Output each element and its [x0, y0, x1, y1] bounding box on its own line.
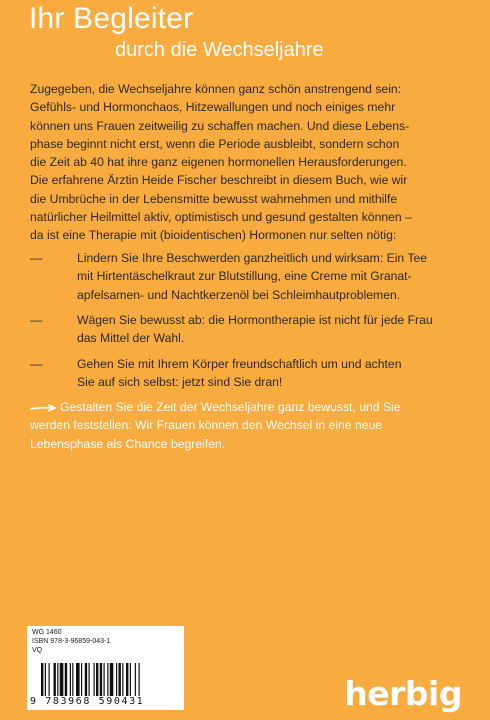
- code-line: VQ: [32, 647, 43, 654]
- closing-line: Gestalten Sie die Zeit der Wechseljahre ganz bewusst, und Sie: [60, 400, 401, 414]
- intro-line: da ist eine Therapie mit (bioidentischen) Hormonen nur selten nötig:: [30, 228, 397, 243]
- title-line-2: durch die Wechseljahre: [115, 39, 324, 61]
- barcode-digits: 9 783968 590431: [30, 696, 145, 707]
- barcode-panel: [27, 626, 184, 710]
- intro-line: Gefühls- und Hormonchaos, Hitzewallungen und noch einiges mehr: [30, 100, 396, 115]
- bullet-line: apfelsamen- und Nachtkerzenöl bei Schleimhautproblemen.: [77, 287, 401, 302]
- bullet-line: Gehen Sie mit Ihrem Körper freundschaftlich um und achten: [77, 357, 402, 371]
- intro-line: Zugegeben, die Wechseljahre können ganz schön anstrengend sein:: [30, 82, 402, 96]
- code-line: WG 1460: [32, 629, 62, 636]
- dash-marker: —: [30, 251, 43, 265]
- closing-line: Lebensphase als Chance begreifen.: [30, 436, 226, 451]
- bullet-line: Lindern Sie Ihre Beschwerden ganzheitlich und wirksam: Ein Tee: [77, 251, 428, 265]
- arrow-right-icon: [30, 404, 56, 412]
- product-codes: [32, 628, 110, 655]
- bullet-item: [30, 311, 433, 348]
- intro-line: die Umbrüche in der Lebensmitte bewusst wahrnehmen und mithilfe: [30, 191, 398, 206]
- barcode-bars: [41, 663, 173, 696]
- intro-line: die Zeit ab 40 hat ihre ganz eigenen hormonellen Herausforderungen.: [30, 155, 407, 170]
- bullet-line: das Mittel der Wahl.: [77, 331, 185, 346]
- closing-paragraph: [30, 398, 470, 453]
- intro-paragraph: [30, 80, 470, 245]
- bullet-item: [30, 355, 402, 392]
- bullet-line: Wägen Sie bewusst ab: die Hormontherapie ist nicht für jede Frau: [77, 313, 433, 327]
- code-line: ISBN 978-3-96859-043-1: [32, 638, 111, 645]
- intro-line: phase beginnt nicht erst, wenn die Periode ausbleibt, sondern schon: [30, 136, 400, 151]
- intro-line: Die erfahrene Ärztin Heide Fischer beschreibt in diesem Buch, wie wir: [30, 173, 408, 188]
- intro-line: können uns Frauen zeitweilig zu schaffen machen. Und diese Lebens-: [30, 118, 410, 133]
- closing-line: werden feststellen: Wir Frauen können den Wechsel in eine neue: [30, 418, 383, 433]
- dash-marker: —: [30, 313, 43, 327]
- publisher-logo: herbig: [344, 674, 462, 713]
- intro-line: natürlicher Heilmittel aktiv, optimistisch und gesund gestalten können –: [30, 210, 412, 225]
- title-line-1: Ihr Begleiter: [29, 2, 194, 35]
- bullet-item: [30, 249, 427, 304]
- bullet-line: mit Hirtentäschelkraut zur Blutstillung, eine Creme mit Granat-: [77, 269, 412, 284]
- bullet-line: Sie auf sich selbst: jetzt sind Sie dran!: [77, 375, 283, 390]
- dash-marker: —: [30, 357, 43, 371]
